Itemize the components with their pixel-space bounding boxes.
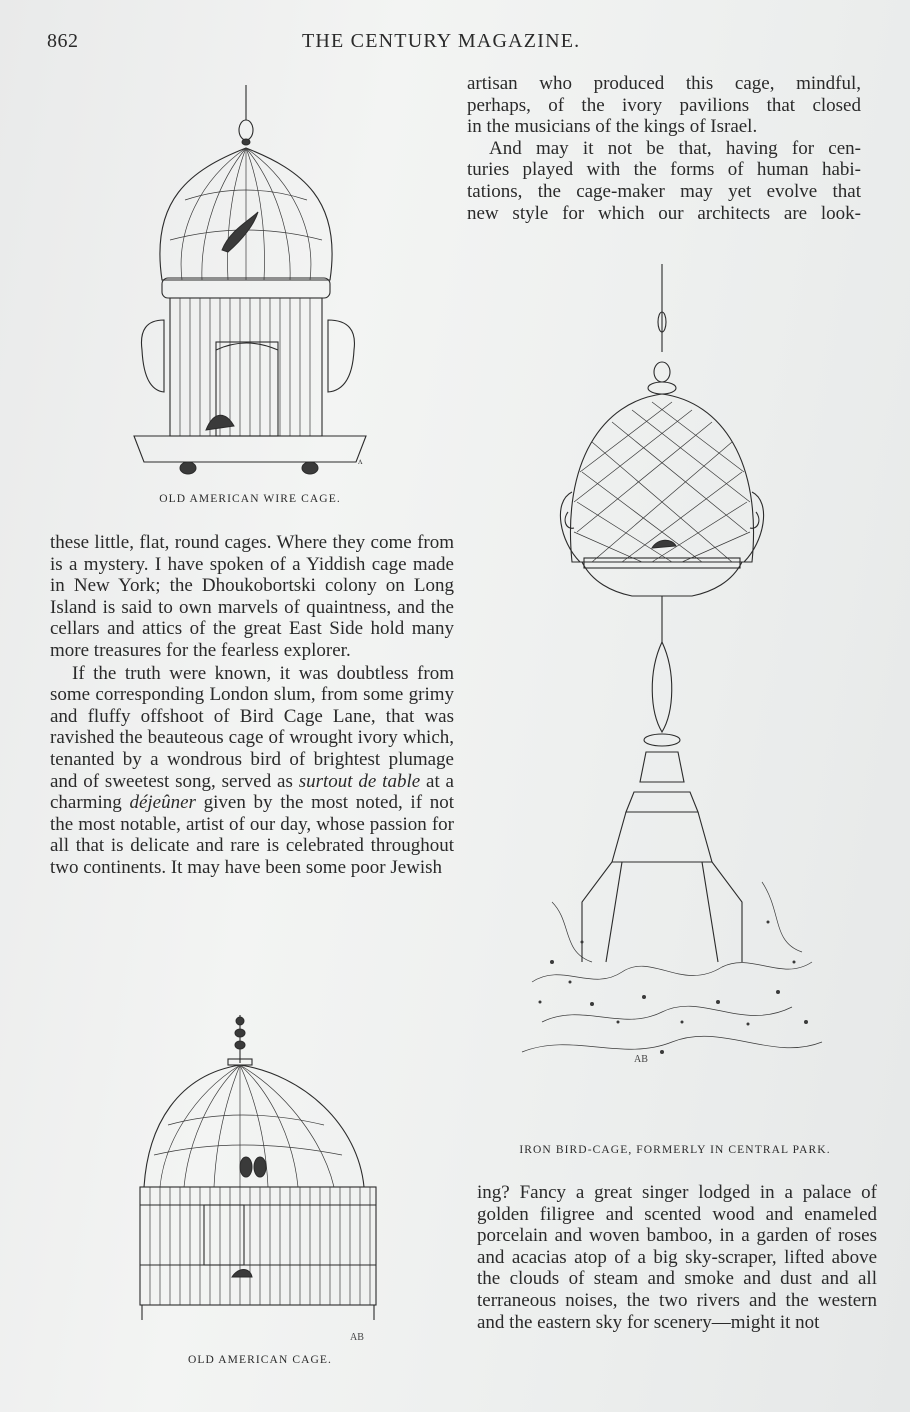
text-line: tations, the cage-maker may yet evolve that	[467, 180, 861, 202]
left-column-text	[50, 532, 454, 879]
page-number: 862	[47, 30, 79, 52]
svg-text:AB: AB	[634, 1054, 648, 1065]
text-line: in the musicians of the kings of Israel.	[467, 116, 758, 138]
svg-text:AB: AB	[350, 1332, 364, 1343]
svg-text:ʌ: ʌ	[358, 456, 363, 466]
text-line: And may it not be that, having for cen-	[489, 137, 861, 159]
text-line: turies played with the forms of human habi-	[467, 159, 861, 181]
running-head: THE CENTURY MAGAZINE.	[302, 30, 581, 52]
right-column-top	[467, 73, 861, 224]
text-span: If the truth were known, it was doubtless from some corresponding London slum, from some grimy and fluffy offshoot of Bird Cage Lane, that was ravished the beauteous cage of wrought ivory which, tenanted by a wondrous bird of brightest plumage and of sweetest song, served as	[50, 662, 454, 792]
italic-phrase: déjeûner	[129, 792, 196, 814]
text-line: artisan who produced this cage, mindful,	[467, 73, 861, 94]
figure-caption: IRON BIRD-CAGE, FORMERLY IN CENTRAL PARK.	[519, 1144, 831, 1156]
figure-caption: OLD AMERICAN CAGE.	[187, 1354, 333, 1366]
text-line: perhaps, of the ivory pavilions that closed	[467, 94, 861, 116]
wire-cage-illustration	[130, 80, 370, 480]
american-cage-illustration	[128, 1015, 378, 1343]
text-line: new style for which our architects are look-	[467, 202, 861, 224]
iron-cage-illustration	[522, 262, 822, 1082]
right-column-bottom	[477, 1182, 877, 1333]
paragraph: these little, flat, round cages. Where they come from is a mystery. I have spoken of a Yiddish cage made in New York; the Dhoukobortski colony on Long Island is said to own marvels of quaintness, and the cellars and attics of the great East Side hold many more treasures for the fearless explorer.	[50, 532, 454, 661]
italic-phrase: surtout de table	[298, 770, 421, 792]
text-span: at a charming	[50, 770, 454, 814]
text-span: given by the most noted, if not the most notable, artist of our day, whose passion for all that is delicate and rare is celebrated throughout two continents. It may have been some poor Jewish	[50, 792, 454, 878]
paragraph: ing? Fancy a great singer lodged in a palace of golden filigree and scented wood and enameled porcelain and woven bamboo, in a garden of roses and acacias atop of a big sky-scraper, lifted above the clouds of steam and smoke and dust and all terraneous noises, the two rivers and the western and the eastern sky for scenery—might it not	[477, 1182, 877, 1333]
figure-caption: OLD AMERICAN WIRE CAGE.	[159, 493, 341, 505]
paragraph	[50, 663, 454, 879]
